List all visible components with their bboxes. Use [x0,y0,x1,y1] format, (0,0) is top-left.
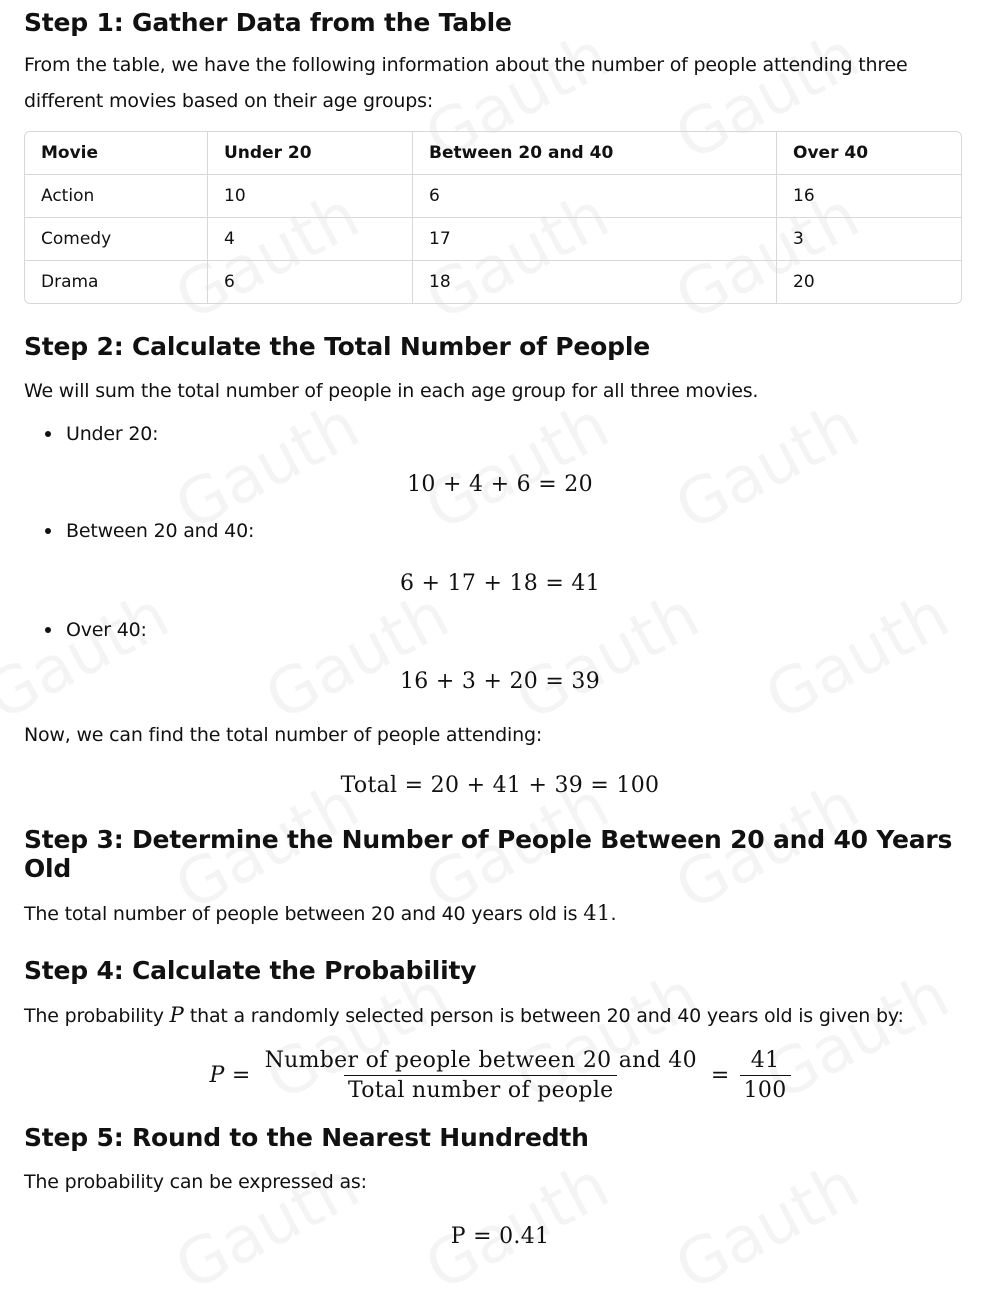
equals-sign: = [710,1063,730,1088]
table-row [25,218,961,261]
fraction-denominator: Total number of people [344,1075,617,1103]
table-header-cell: Over 40 [777,132,961,175]
step-4-text [24,997,976,1034]
step-5-text: The probability can be expressed as: [24,1171,367,1193]
step-3-value: 41 [583,901,611,925]
list-item: Between 20 and 40: [24,516,976,546]
step-1-intro: From the table, we have the following information about the number of people attending three different movies based on their age groups: [24,54,908,112]
step-5-heading: Step 5: Round to the Nearest Hundredth [24,1123,589,1152]
equation: 10 + 4 + 6 = 20 [407,472,593,497]
table-cell: 20 [793,272,815,292]
equation: 6 + 17 + 18 = 41 [399,571,601,596]
step-2-heading: Step 2: Calculate the Total Number of People [24,332,650,361]
table-cell: 18 [413,261,777,303]
fraction-words [261,1048,701,1103]
data-table [24,131,962,304]
table-cell: 17 [413,218,777,261]
table-cell: 10 [208,175,413,218]
step-2-section [24,332,976,801]
step-3-text-prefix: The total number of people between 20 and 40 years old is [24,903,584,925]
total-equation: Total = 20 + 41 + 39 = 100 [340,773,660,798]
fraction-numerator: 41 [750,1048,780,1073]
table-header-cell: Under 20 [208,132,413,175]
final-equation: P = 0.41 [450,1224,550,1249]
step-1-section [24,8,976,304]
table-cell: 6 [208,261,413,303]
step-4-text-prefix: The probability [24,1005,170,1027]
step-5-section [24,1123,976,1252]
step-4-text-suffix: that a randomly selected person is between 20 and 40 years old is given by: [184,1005,904,1027]
step-3-text [24,895,976,932]
table-cell: 16 [777,175,961,218]
table-header-row [25,132,961,175]
table-cell: Drama [25,261,208,303]
probability-formula [24,1048,976,1103]
equation: 16 + 3 + 20 = 39 [399,669,601,694]
step-1-heading: Step 1: Gather Data from the Table [24,8,512,37]
formula-lhs: P = [209,1063,251,1088]
step-2-intro: We will sum the total number of people in each age group for all three movies. [24,380,759,402]
list-item: Under 20: [24,419,976,449]
table-cell: Action [25,175,208,218]
table-cell: Comedy [25,218,208,261]
probability-variable: P [169,1003,185,1027]
table-row [25,261,961,303]
table-header-cell: Movie [25,132,208,175]
step-3-section [24,825,976,932]
step-3-text-suffix: . [610,903,617,925]
fraction-numbers [740,1048,791,1103]
step-3-heading: Step 3: Determine the Number of People Between 20 and 40 Years Old [24,825,953,883]
step-4-heading: Step 4: Calculate the Probability [24,956,477,985]
table-cell: 4 [208,218,413,261]
table-cell: 3 [777,218,961,261]
table-cell: 6 [413,175,777,218]
age-group-list [24,419,976,697]
fraction-denominator: 100 [740,1075,791,1103]
step-4-section [24,956,976,1103]
table-header-cell: Between 20 and 40 [413,132,777,175]
total-intro: Now, we can find the total number of people attending: [24,724,543,746]
table-row [25,175,961,218]
list-item: Over 40: [24,615,976,645]
fraction-numerator: Number of people between 20 and 40 [264,1048,697,1073]
